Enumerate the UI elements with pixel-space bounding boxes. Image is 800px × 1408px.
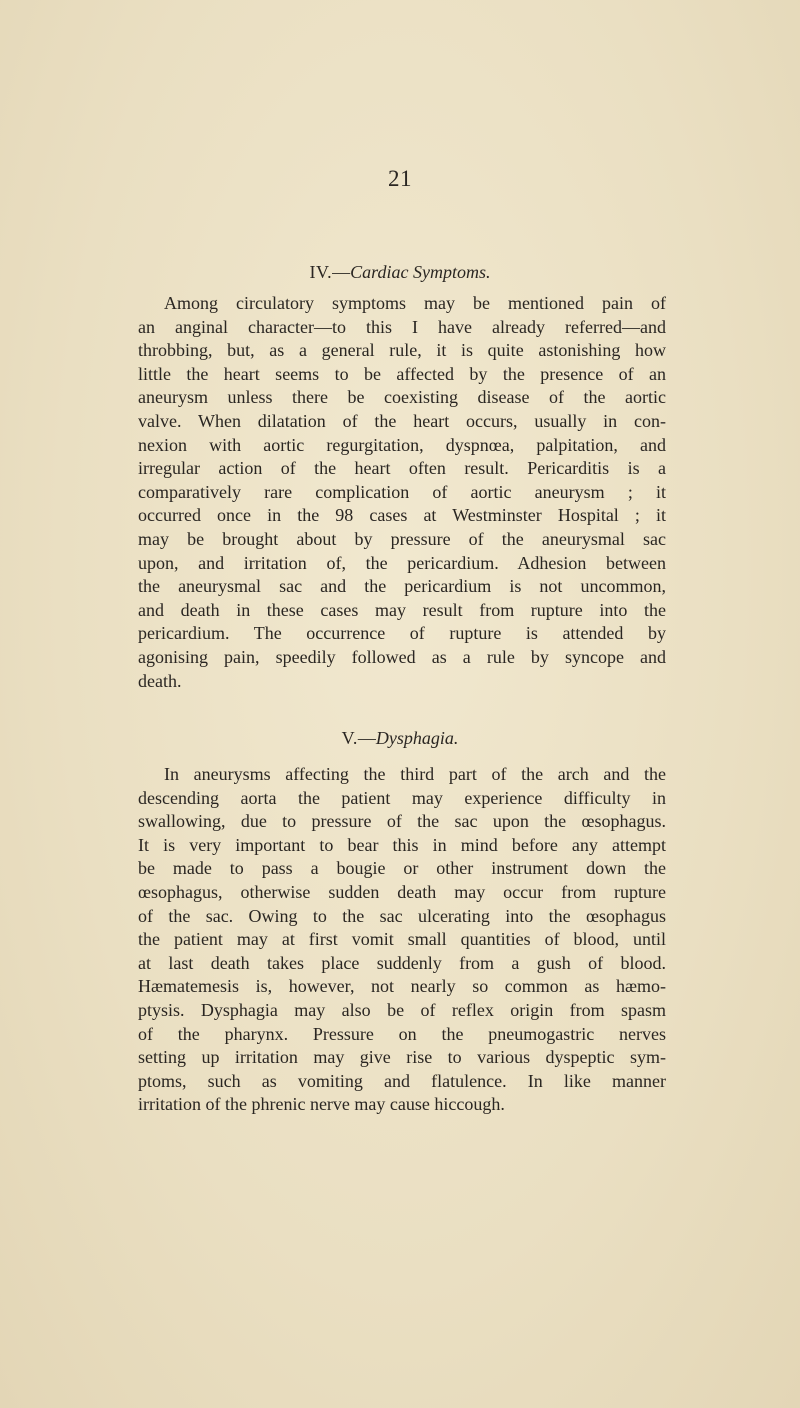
section-title: Dysphagia. [375, 728, 459, 748]
section-title: Cardiac Symptoms. [350, 262, 491, 282]
text-line: at last death takes place suddenly from a gush of blood. [138, 952, 666, 973]
text-line: irregular action of the heart often result. Pericarditis is a [138, 458, 666, 479]
section-heading-cardiac-symptoms [0, 262, 800, 283]
text-line: death. [138, 670, 182, 691]
text-line: In aneurysms affecting the third part of the arch and the [164, 764, 666, 784]
heading-dash: — [357, 728, 376, 748]
text-line: the aneurysmal sac and the pericardium is not uncommon, [138, 576, 666, 597]
paragraph-dysphagia [138, 763, 666, 1117]
text-line: little the heart seems to be affected by the presence of an [138, 363, 666, 384]
text-line: and death in these cases may result from rupture into the [138, 599, 666, 620]
text-line: It is very important to bear this in mind before any attempt [138, 834, 666, 855]
text-line: irritation of the phrenic nerve may cause hiccough. [138, 1094, 505, 1115]
page-number: 21 [388, 166, 412, 191]
text-line: throbbing, but, as a general rule, it is quite astonishing how [138, 340, 666, 361]
text-line: Among circulatory symptoms may be mentioned pain of [164, 293, 666, 313]
text-line: aneurysm unless there be coexisting disease of the aortic [138, 387, 666, 408]
text-line: pericardium. The occurrence of rupture is attended by [138, 623, 666, 644]
text-line: occurred once in the 98 cases at Westminster Hospital ; it [138, 505, 666, 526]
text-line: the patient may at first vomit small quantities of blood, until [138, 929, 666, 950]
text-line: an anginal character—to this I have already referred—and [138, 316, 666, 337]
text-line: Hæmatemesis is, however, not nearly so common as hæmo- [138, 976, 666, 997]
text-line: setting up irritation may give rise to various dyspeptic sym- [138, 1047, 666, 1068]
text-line: descending aorta the patient may experience difficulty in [138, 787, 666, 808]
text-line: œsophagus, otherwise sudden death may occur from rupture [138, 881, 666, 902]
text-line: comparatively rare complication of aortic aneurysm ; it [138, 481, 666, 502]
text-line: valve. When dilatation of the heart occurs, usually in con- [138, 410, 666, 431]
text-line: may be brought about by pressure of the aneurysmal sac [138, 528, 666, 549]
text-line: agonising pain, speedily followed as a rule by syncope and [138, 646, 666, 667]
heading-dash: — [332, 262, 351, 282]
text-line: of the sac. Owing to the sac ulcerating into the œsophagus [138, 905, 666, 926]
text-line: upon, and irritation of, the pericardium. Adhesion between [138, 552, 666, 573]
text-line: nexion with aortic regurgitation, dyspnœa, palpitation, and [138, 434, 666, 455]
section-number: V. [341, 728, 358, 748]
paragraph-cardiac-symptoms [138, 292, 666, 693]
section-heading-dysphagia [0, 728, 800, 749]
text-line: ptoms, such as vomiting and flatulence. In like manner [138, 1070, 666, 1091]
text-line: be made to pass a bougie or other instrument down the [138, 858, 666, 879]
text-line: swallowing, due to pressure of the sac upon the œsophagus. [138, 811, 666, 832]
text-line: ptysis. Dysphagia may also be of reflex origin from spasm [138, 999, 666, 1020]
text-line: of the pharynx. Pressure on the pneumogastric nerves [138, 1023, 666, 1044]
section-number: IV. [309, 262, 333, 282]
